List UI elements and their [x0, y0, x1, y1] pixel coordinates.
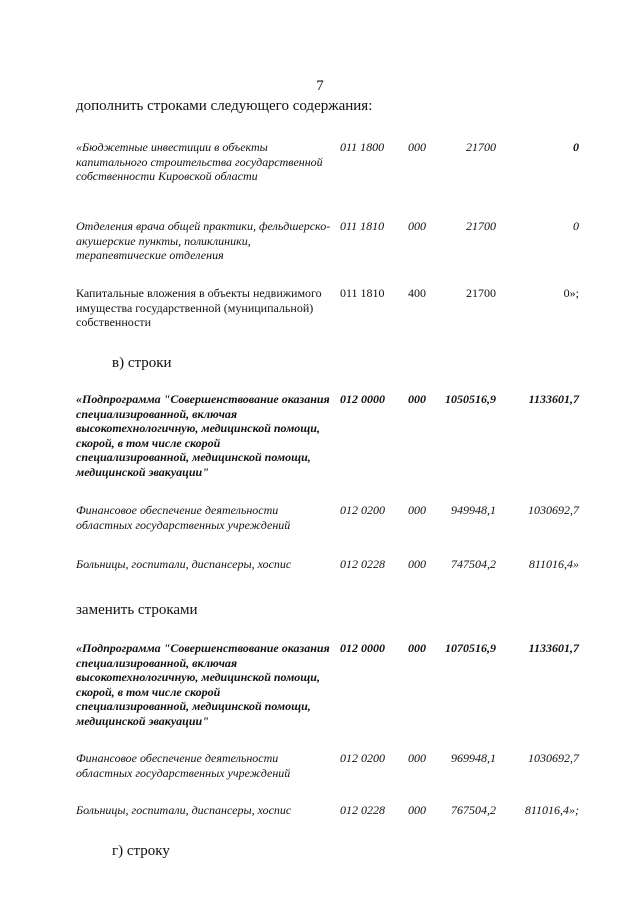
row-value-1: 1070516,9	[445, 641, 496, 655]
row-value-1: 1050516,9	[445, 392, 496, 406]
row-type: 000	[408, 392, 426, 406]
row-code: 012 0000	[340, 641, 385, 655]
row-code: 011 1810	[340, 219, 385, 233]
row-type: 000	[408, 803, 426, 817]
row-name: Капитальные вложения в объекты недвижимого имущества государственной (муниципальной) собственности	[76, 286, 322, 329]
section-heading: г) строку	[112, 843, 170, 859]
row-value-1: 949948,1	[451, 503, 496, 517]
row-name: Финансовое обеспечение деятельности областных государственных учреждений	[76, 751, 291, 780]
row-type: 000	[408, 557, 426, 571]
row-name: «Подпрограмма "Совершенствование оказания специализированной, включая высокотехнологичную, медицинской помощи, скорой, в том числе скорой специализированной, медицинской помощи, медицинской эвакуации"	[76, 392, 330, 479]
row-value-2: 1133601,7	[528, 392, 579, 406]
row-value-2: 1030692,7	[528, 503, 579, 517]
row-value-1: 21700	[466, 286, 496, 300]
row-type: 000	[408, 140, 426, 154]
row-code: 012 0200	[340, 751, 385, 765]
row-code: 011 1800	[340, 140, 385, 154]
row-value-2: 0»;	[563, 286, 579, 300]
row-name: Отделения врача общей практики, фельдшерско-акушерские пункты, поликлиники, терапевтические отделения	[76, 219, 331, 262]
row-code: 011 1810	[340, 286, 385, 300]
row-name: «Бюджетные инвестиции в объекты капитального строительства государственной собственности Кировской области	[76, 140, 323, 183]
row-value-1: 969948,1	[451, 751, 496, 765]
row-code: 012 0000	[340, 392, 385, 406]
row-name: Больницы, госпитали, диспансеры, хоспис	[76, 557, 292, 571]
row-value-2: 0	[573, 219, 579, 233]
row-code: 012 0200	[340, 503, 385, 517]
row-code: 012 0228	[340, 557, 385, 571]
row-value-2: 1030692,7	[528, 751, 579, 765]
row-value-1: 21700	[466, 219, 496, 233]
section-heading: заменить строками	[76, 602, 198, 618]
row-value-2: 0	[573, 140, 579, 154]
row-value-1: 767504,2	[451, 803, 496, 817]
row-name: Больницы, госпитали, диспансеры, хоспис	[76, 803, 292, 817]
row-value-1: 21700	[466, 140, 496, 154]
row-name: «Подпрограмма "Совершенствование оказания специализированной, включая высокотехнологичную, медицинской помощи, скорой, в том числе скорой специализированной, медицинской помощи, медицинской эвакуации"	[76, 641, 330, 728]
row-name: Финансовое обеспечение деятельности областных государственных учреждений	[76, 503, 291, 532]
page-number: 7	[316, 78, 324, 94]
row-type: 000	[408, 503, 426, 517]
row-type: 000	[408, 641, 426, 655]
row-code: 012 0228	[340, 803, 385, 817]
row-value-2: 1133601,7	[528, 641, 579, 655]
row-type: 400	[408, 286, 426, 300]
row-value-2: 811016,4»	[528, 557, 579, 571]
row-type: 000	[408, 219, 426, 233]
section-heading: в) строки	[112, 355, 172, 371]
row-value-1: 747504,2	[451, 557, 496, 571]
row-value-2: 811016,4»;	[524, 803, 579, 817]
intro-text: дополнить строками следующего содержания:	[76, 98, 373, 114]
row-type: 000	[408, 751, 426, 765]
